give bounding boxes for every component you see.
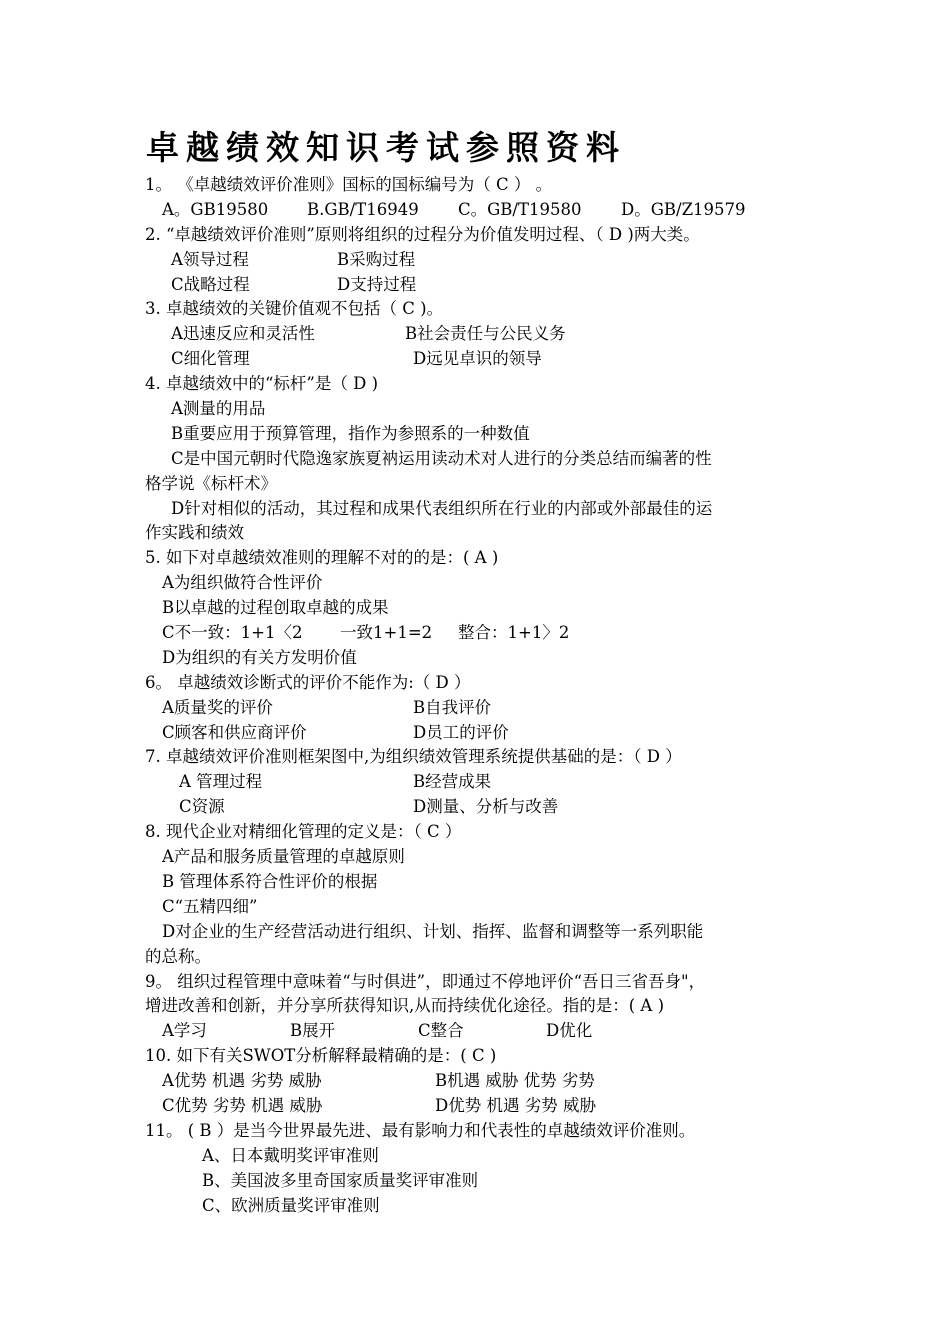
text-segment: A优势 机遇 劣势 威胁: [162, 1071, 322, 1091]
text-segment: A为组织做符合性评价: [162, 573, 323, 593]
text-segment: A、日本戴明奖评审准则: [202, 1145, 379, 1165]
text-line: [145, 347, 815, 372]
text-line: [145, 1194, 815, 1219]
text-segment: D。GB/Z19579: [621, 199, 746, 219]
text-line: [145, 1044, 815, 1069]
text-segment: 1。 《卓越绩效评价准则》国标的国标编号为（ C ） 。: [145, 175, 553, 194]
text-line: [145, 1144, 815, 1169]
text-segment: 3. 卓越绩效的关键价值观不包括（ C )。: [145, 299, 444, 319]
text-segment: B重要应用于预算管理，指作为参照系的一种数值: [171, 423, 530, 443]
text-segment: 格学说《标杆术》: [145, 473, 277, 493]
text-segment: A学习: [162, 1021, 207, 1041]
text-segment: A质量奖的评价: [162, 697, 273, 717]
text-segment: C细化管理: [171, 349, 250, 369]
text-line: [145, 1069, 815, 1094]
text-segment: 4. 卓越绩效中的“标杆”是（ D ): [145, 374, 379, 394]
text-segment: A产品和服务质量管理的卓越原则: [162, 847, 405, 867]
text-line: [145, 571, 815, 596]
text-segment: C战略过程: [171, 274, 250, 294]
text-segment: B经营成果: [413, 772, 492, 792]
text-segment: B 管理体系符合性评价的根据: [162, 871, 378, 891]
text-segment: 11。 ( B ）是当今世界最先进、最有影响力和代表性的卓越绩效评价准则。: [145, 1120, 696, 1140]
text-line: [145, 223, 815, 248]
text-line: [145, 173, 815, 198]
text-segment: 增进改善和创新，并分享所获得知识,从而持续优化途径。指的是：( A ): [145, 996, 665, 1016]
text-segment: 2. “卓越绩效评价准则”原则将组织的过程分为价值发明过程、（ D )两大类。: [145, 224, 700, 244]
text-segment: D支持过程: [337, 274, 417, 294]
text-segment: C顾客和供应商评价: [162, 722, 307, 742]
text-line: [145, 696, 815, 721]
text-line: [145, 671, 815, 696]
text-segment: C整合: [418, 1021, 464, 1041]
text-line: [145, 497, 815, 522]
text-segment: D优势 机遇 劣势 威胁: [435, 1095, 596, 1115]
text-segment: D员工的评价: [413, 722, 509, 742]
text-segment: 8. 现代企业对精细化管理的定义是：（ C ）: [145, 822, 462, 842]
text-segment: 一致1+1=2: [340, 623, 433, 643]
text-line: [145, 397, 815, 422]
text-segment: C是中国元朝时代隐逸家族夏衲运用读动术对人进行的分类总结而编著的性: [171, 448, 712, 468]
question-list: [145, 173, 815, 1218]
text-segment: 作实践和绩效: [145, 523, 244, 543]
text-segment: D针对相似的活动，其过程和成果代表组织所在行业的内部或外部最佳的运: [171, 498, 713, 518]
text-segment: 9。 组织过程管理中意味着“与时俱进”，即通过不停地评价“吾日三省吾身"，: [145, 971, 706, 991]
text-segment: C不一致：1+1〈2: [162, 623, 303, 643]
text-line: [145, 721, 815, 746]
text-line: [145, 994, 815, 1019]
text-segment: B社会责任与公民义务: [405, 324, 566, 344]
text-segment: A迅速反应和灵活性: [171, 324, 315, 344]
text-segment: 整合：1+1〉2: [458, 623, 570, 643]
text-line: [145, 795, 815, 820]
text-line: [145, 920, 815, 945]
text-segment: D为组织的有关方发明价值: [162, 647, 357, 667]
document-title: 卓越绩效知识考试参照资料: [146, 128, 626, 167]
text-line: [145, 870, 815, 895]
text-segment: B以卓越的过程创取卓越的成果: [162, 598, 389, 618]
text-segment: A。GB19580: [162, 199, 269, 219]
text-line: [145, 1019, 815, 1044]
text-line: [145, 273, 815, 298]
text-segment: B展开: [290, 1021, 336, 1041]
text-line: [145, 198, 815, 223]
text-segment: C。GB/T19580: [458, 199, 582, 219]
text-segment: 5. 如下对卓越绩效准则的理解不对的的是：( A ): [145, 548, 499, 568]
text-segment: D测量、分析与改善: [413, 797, 559, 817]
text-segment: C优势 劣势 机遇 威胁: [162, 1095, 323, 1115]
text-line: [145, 1119, 815, 1144]
text-segment: A 管理过程: [179, 772, 263, 792]
text-line: [145, 970, 815, 995]
text-segment: 10. 如下有关SWOT分析解释最精确的是：( C ): [145, 1046, 497, 1066]
text-segment: A领导过程: [171, 249, 249, 269]
text-line: [145, 472, 815, 497]
text-segment: 的总称。: [145, 946, 211, 966]
text-segment: D远见卓识的领导: [413, 349, 542, 369]
text-segment: B机遇 威胁 优势 劣势: [435, 1071, 595, 1091]
text-segment: B、美国波多里奇国家质量奖评审准则: [202, 1170, 479, 1190]
text-line: [145, 322, 815, 347]
text-line: [145, 447, 815, 472]
text-segment: D对企业的生产经营活动进行组织、计划、指挥、监督和调整等一系列职能: [162, 921, 704, 941]
text-segment: 7. 卓越绩效评价准则框架图中,为组织绩效管理系统提供基础的是：（ D ）: [145, 747, 682, 767]
text-line: [145, 546, 815, 571]
text-segment: D优化: [546, 1021, 593, 1041]
text-segment: B.GB/T16949: [307, 199, 419, 219]
text-segment: 6。 卓越绩效诊断式的评价不能作为:（ D ）: [145, 672, 471, 692]
text-line: [145, 745, 815, 770]
text-segment: C、欧洲质量奖评审准则: [202, 1195, 380, 1215]
text-line: [145, 422, 815, 447]
text-segment: A测量的用品: [171, 399, 266, 419]
text-segment: C资源: [179, 797, 225, 817]
text-line: [145, 820, 815, 845]
text-line: [145, 521, 815, 546]
text-line: [145, 297, 815, 322]
text-line: [145, 621, 815, 646]
text-segment: B采购过程: [337, 249, 416, 269]
text-line: [145, 248, 815, 273]
text-line: [145, 945, 815, 970]
text-line: [145, 372, 815, 397]
text-line: [145, 845, 815, 870]
text-line: [145, 895, 815, 920]
text-line: [145, 770, 815, 795]
text-line: [145, 1169, 815, 1194]
text-segment: C“五精四细”: [162, 896, 258, 916]
text-line: [145, 596, 815, 621]
text-segment: B自我评价: [413, 697, 492, 717]
text-line: [145, 646, 815, 671]
text-line: [145, 1094, 815, 1119]
